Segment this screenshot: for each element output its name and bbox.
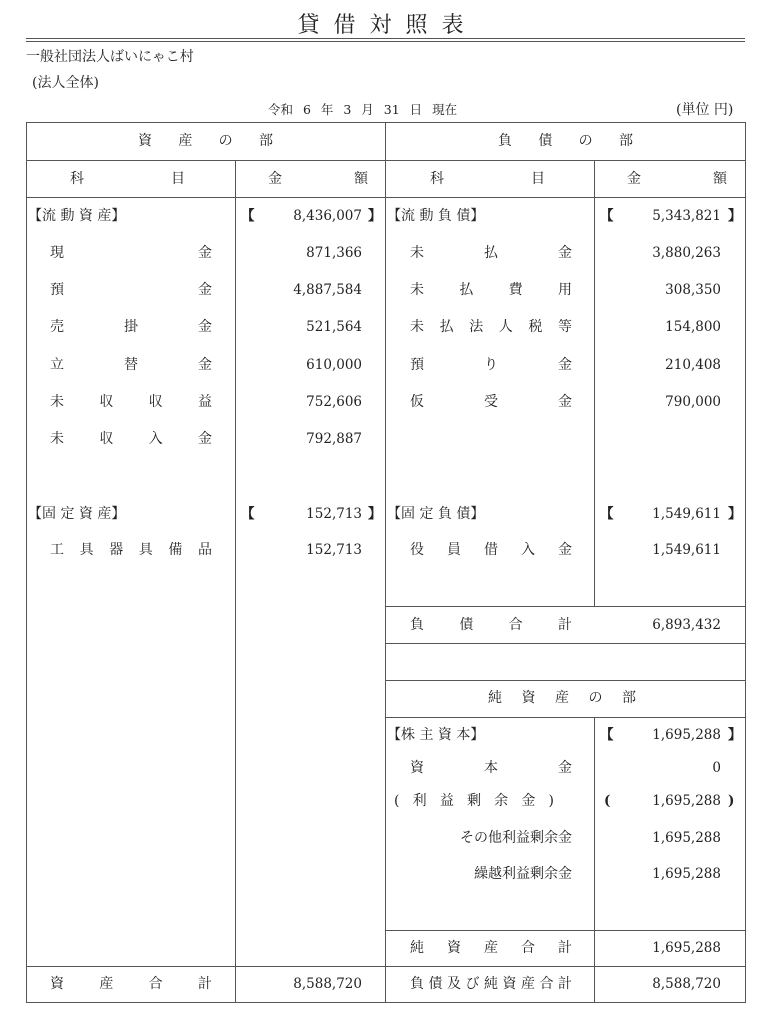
grid-line xyxy=(385,606,746,607)
current-assets-amount: 8,436,007 xyxy=(293,208,362,224)
total-assets-label: 資産合計 xyxy=(50,976,212,992)
as-of-date: 令和 6 年 3 月 31 日 現在 xyxy=(268,102,458,117)
asset-item-amount: 521,564 xyxy=(306,319,362,336)
grid-line xyxy=(385,122,386,1002)
carried-forward-amount: 1,695,288 xyxy=(652,866,721,882)
grid-line xyxy=(385,717,746,718)
title-rule xyxy=(26,38,745,39)
asset-item-amount: 792,887 xyxy=(306,431,362,447)
retained-earnings-amount: 1,695,288 xyxy=(652,793,721,809)
header-subject: 科目 xyxy=(70,171,185,187)
liability-item-label: 未払費用 xyxy=(410,282,572,299)
other-retained-label: その他利益剰余金 xyxy=(460,830,572,846)
scope-label: (法人全体) xyxy=(32,75,99,91)
header-net-assets: 純資産の部 xyxy=(488,690,636,706)
liability-item-label: 役員借入金 xyxy=(410,542,572,558)
bracket: 【 xyxy=(600,208,614,224)
asset-item-amount: 610,000 xyxy=(306,356,362,373)
fixed-assets-label: 【固 定 資 産】 xyxy=(28,506,126,522)
current-liabilities-label: 【流 動 負 債】 xyxy=(387,208,485,224)
title-rule xyxy=(26,41,745,42)
grid-line xyxy=(26,1002,746,1003)
asset-item-label: 立替金 xyxy=(50,356,212,373)
fixed-assets-amount: 152,713 xyxy=(306,506,362,522)
bracket: 】 xyxy=(728,506,742,522)
retained-earnings-label: (利益剰余金) xyxy=(394,793,554,809)
header-subject: 科目 xyxy=(430,171,545,187)
shareholders-equity-label: 【株 主 資 本】 xyxy=(387,727,485,743)
bracket: 】 xyxy=(728,727,742,743)
asset-item-label: 売掛金 xyxy=(50,319,212,336)
asset-item-label: 現金 xyxy=(50,245,212,261)
asset-item-label: 預金 xyxy=(50,282,212,299)
total-liabilities-amount: 6,893,432 xyxy=(652,617,721,633)
capital-label: 資本金 xyxy=(410,760,572,776)
header-liabilities: 負債の部 xyxy=(498,133,633,149)
bracket: 】 xyxy=(368,208,382,224)
grid-line xyxy=(385,680,746,681)
asset-item-amount: 152,713 xyxy=(306,542,362,558)
carried-forward-label: 繰越利益剰余金 xyxy=(474,866,572,882)
liability-item-amount: 1,549,611 xyxy=(652,542,721,558)
grid-line xyxy=(26,197,746,198)
grand-total-amount: 8,588,720 xyxy=(652,976,721,992)
grid-line xyxy=(26,122,27,1002)
grid-line xyxy=(385,966,746,967)
total-net-assets-amount: 1,695,288 xyxy=(652,940,721,956)
liability-item-label: 未払法人税等 xyxy=(410,319,572,336)
fixed-liabilities-amount: 1,549,611 xyxy=(652,506,721,522)
header-amount: 金額 xyxy=(627,171,727,187)
total-liabilities-label: 負債合計 xyxy=(410,617,572,633)
grid-line xyxy=(26,160,746,161)
other-retained-amount: 1,695,288 xyxy=(652,830,721,846)
current-liabilities-amount: 5,343,821 xyxy=(652,208,721,224)
fixed-liabilities-label: 【固 定 負 債】 xyxy=(387,506,485,522)
organization-name: 一般社団法人ばいにゃこ村 xyxy=(26,49,194,65)
asset-item-amount: 871,366 xyxy=(306,245,362,261)
grand-total-label: 負債及び純資産合計 xyxy=(410,976,572,992)
capital-amount: 0 xyxy=(712,760,721,776)
liability-item-amount: 308,350 xyxy=(665,282,721,299)
bracket: 】 xyxy=(368,506,382,522)
bracket: 【 xyxy=(241,506,255,522)
grid-line xyxy=(26,966,386,967)
bracket: 】 xyxy=(728,208,742,224)
grid-line xyxy=(385,643,746,644)
shareholders-equity-amount: 1,695,288 xyxy=(652,727,721,743)
grid-line xyxy=(26,122,746,123)
paren: ) xyxy=(728,793,735,809)
liability-item-amount: 210,408 xyxy=(665,356,721,373)
header-assets: 資産の部 xyxy=(138,133,273,149)
asset-item-label: 工具器具備品 xyxy=(50,542,212,558)
bracket: 【 xyxy=(600,727,614,743)
asset-item-label: 未収収益 xyxy=(50,393,212,410)
liability-item-label: 未払金 xyxy=(410,245,572,261)
bracket: 【 xyxy=(600,506,614,522)
total-net-assets-label: 純資産合計 xyxy=(410,940,572,956)
asset-item-label: 未収入金 xyxy=(50,431,212,447)
liability-item-amount: 3,880,263 xyxy=(652,245,721,261)
header-amount: 金額 xyxy=(268,171,368,187)
liability-item-label: 預り金 xyxy=(410,356,572,373)
total-assets-amount: 8,588,720 xyxy=(293,976,362,992)
grid-line xyxy=(385,930,746,931)
liability-item-amount: 790,000 xyxy=(665,393,721,410)
current-assets-label: 【流 動 資 産】 xyxy=(28,208,126,224)
grid-line xyxy=(745,122,746,1002)
paren: ( xyxy=(604,793,611,809)
document-title: 貸借対照表 xyxy=(297,13,478,38)
asset-item-amount: 752,606 xyxy=(306,393,362,410)
unit-label: (単位 円) xyxy=(676,102,734,118)
asset-item-amount: 4,887,584 xyxy=(293,282,362,299)
bracket: 【 xyxy=(241,208,255,224)
liability-item-label: 仮受金 xyxy=(410,393,572,410)
liability-item-amount: 154,800 xyxy=(665,319,721,336)
